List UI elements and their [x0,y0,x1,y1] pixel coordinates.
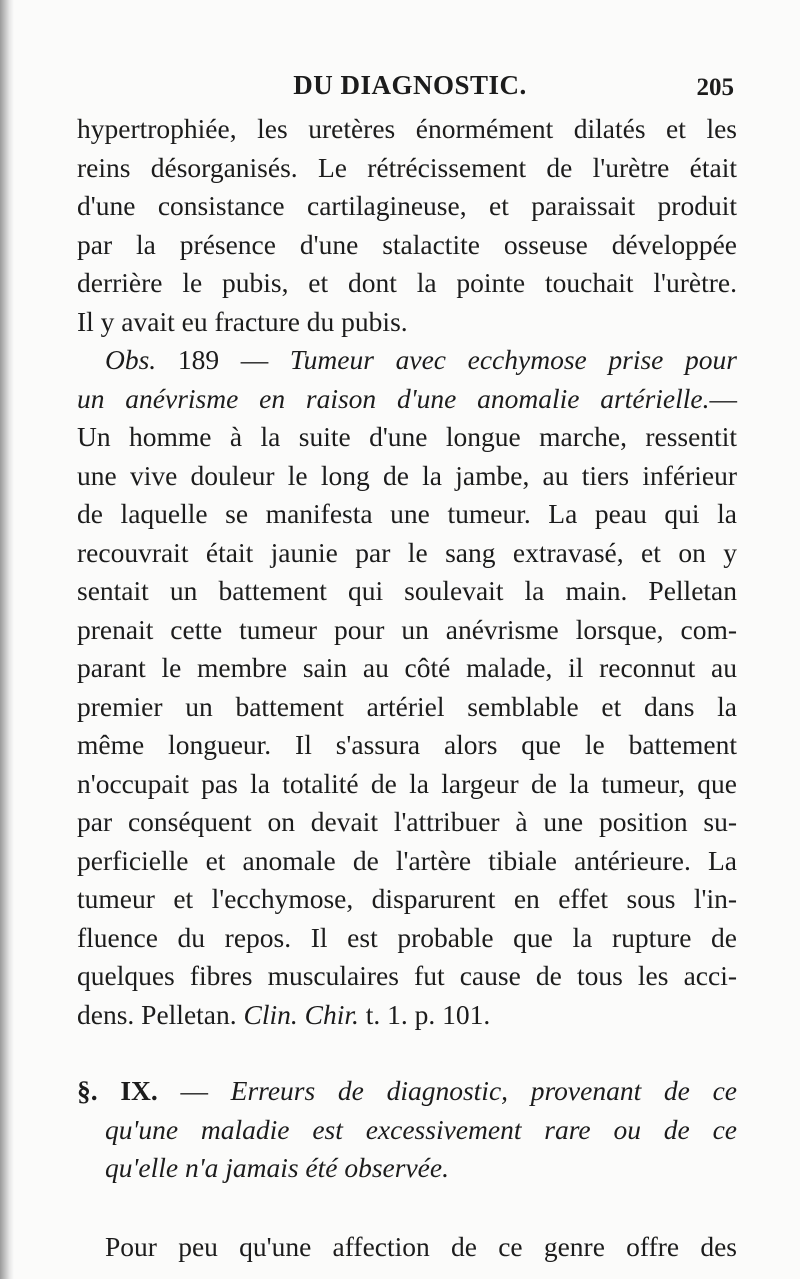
text-line: parant le membre sain au côté malade, il reconnut au [77,652,737,683]
running-title: DU DIAGNOSTIC. [293,70,527,100]
text-line: prenait cette tumeur pour un anévrisme lorsque, com- [77,613,737,645]
text-line: fluence du repos. Il est probable que la rupture de [77,921,737,953]
text-line: par conséquent on devait l'attribuer à une position su- [77,806,737,837]
citation-author: dens. Pelletan. [77,998,237,1030]
text-line: par la présence d'une stalactite osseuse développée [77,228,737,260]
text-line: n'occupait pas la totalité de la largeur de la tumeur, que [77,767,737,799]
citation-work: Clin. Chir. [243,998,359,1030]
observation-heading-cont [77,380,737,419]
text-line: reins désorganisés. Le rétrécissement de l'urètre était [77,151,737,183]
text-line: d'une consistance cartilagineuse, et paraissait produit [77,190,737,221]
section-dash: — [180,1075,208,1106]
observation-label: Obs. [105,344,157,375]
text-line: premier un battement artériel semblable et dans la [77,690,737,722]
text-line: tumeur et l'ecchymose, disparurent en effet sous l'in- [77,883,737,914]
text-line: hypertrophiée, les uretères énormément dilatés et les [77,113,737,144]
page-number: 205 [696,74,734,101]
citation-reference: t. 1. p. 101. [365,998,491,1030]
page-header [0,62,800,112]
page-gutter-shadow [0,0,14,1279]
page-body [77,110,737,1266]
section-number: §. IX. [77,1075,158,1106]
text-line: quelques fibres musculaires fut cause de tous les acci- [77,960,737,991]
text-line: de laquelle se manifesta une tumeur. La peau qui la [77,498,737,529]
paragraph-spacer [77,1188,737,1228]
section-heading-cont [77,1111,737,1150]
observation-number: 189 [177,344,220,375]
text-line: Pour peu qu'une affection de ce genre offre des [105,1230,737,1262]
text-line: derrière le pubis, et dont la pointe touchait l'urètre. [77,267,737,298]
text-line: perficielle et anomale de l'artère tibiale antérieure. La [77,844,737,876]
observation-dash: — [240,344,269,375]
citation-line [77,996,737,1035]
section-spacer [77,1034,737,1072]
text-line: Il y avait eu fracture du pubis. [77,305,408,337]
text-line: Un homme à la suite d'une longue marche, ressentit [77,421,737,452]
section-title-cont: qu'une maladie est excessivement rare ou de ce [105,1113,737,1145]
text-line: recouvrait était jaunie par le sang extravasé, et on y [77,536,737,568]
section-heading-cont [77,1149,737,1188]
text-line: une vive douleur le long de la jambe, au tiers inférieur [77,459,737,491]
section-heading [77,1072,737,1111]
section-title: Erreurs de diagnostic, provenant de ce [230,1075,737,1106]
text-line: même longueur. Il s'assura alors que le battement [77,729,737,760]
observation-title: Tumeur avec ecchymose prise pour [289,344,737,375]
observation-heading [77,341,737,380]
text-line: sentait un battement qui soulevait la main. Pelletan [77,575,737,606]
section-title-end: qu'elle n'a jamais été observée. [105,1152,449,1183]
observation-title-dash: — [709,382,737,414]
observation-title-cont: un anévrisme en raison d'une anomalie artérielle. [77,382,710,414]
